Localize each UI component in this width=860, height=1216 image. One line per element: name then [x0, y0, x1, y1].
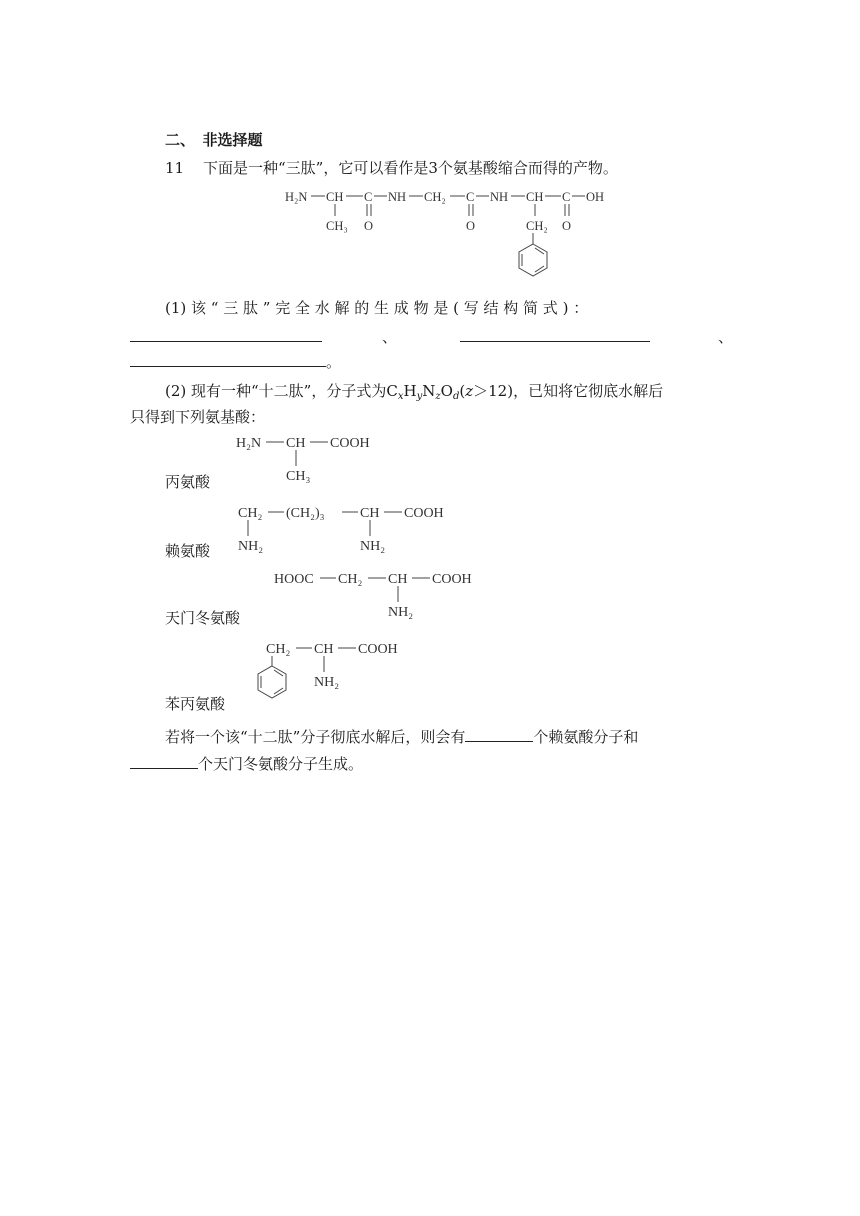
- answer-blank[interactable]: [130, 327, 322, 342]
- chem-label: COOH: [358, 642, 398, 657]
- benzene-ring-icon: [519, 244, 547, 276]
- separator: 、: [718, 328, 734, 346]
- chem-label: CH₂: [266, 642, 291, 657]
- chem-label: (CH₂)₃: [286, 506, 325, 521]
- end-mark: 。: [326, 353, 342, 371]
- amino-acid-name: 赖氨酸: [165, 542, 211, 560]
- chem-label: NH₂: [238, 539, 264, 554]
- chem-label: NH₂: [314, 675, 340, 690]
- part1-answer-line-2: [130, 352, 341, 372]
- question-intro: 下面是一种“三肽”，它可以看作是3个氨基酸缩合而得的产物。: [203, 159, 618, 177]
- formula-sub: z: [435, 391, 441, 402]
- chem-label: CH: [388, 572, 408, 587]
- part1-question: [165, 298, 731, 318]
- formula-sub: y: [416, 391, 423, 402]
- answer-blank[interactable]: [460, 327, 650, 342]
- formula-el: H: [403, 382, 417, 400]
- chem-label: C: [466, 190, 475, 204]
- final-text: 个天门冬氨酸分子生成。: [198, 755, 364, 773]
- chem-label: CH₂: [424, 190, 446, 204]
- chem-label: C: [562, 190, 571, 204]
- chem-label: H₂N: [285, 190, 308, 204]
- chem-label: NH: [388, 190, 407, 204]
- chem-label: CH₂: [526, 219, 548, 233]
- amino-acid-name: 天门冬氨酸: [165, 609, 241, 627]
- part2-text: (2) 现有一种“十二肽”，分子式为C: [165, 382, 398, 400]
- lysine-structure: [236, 500, 476, 554]
- chem-label: CH₂: [338, 572, 363, 587]
- formula-el: N: [422, 382, 436, 400]
- chem-label: CH: [360, 506, 380, 521]
- aspartic-acid-structure: [272, 566, 512, 620]
- formula-el: O: [440, 382, 453, 400]
- chem-label: O: [364, 219, 374, 233]
- chem-label: CH: [314, 642, 334, 657]
- part1-text: (1) 该 “ 三 肽 ” 完 全 水 解 的 生 成 物 是 ( 写 结 构 简 式 ) ：: [165, 299, 589, 317]
- chem-label: OH: [586, 190, 605, 204]
- amino-acid-name: 丙氨酸: [165, 473, 211, 491]
- formula-sub: d: [452, 391, 460, 402]
- chem-label: NH₂: [388, 605, 414, 620]
- answer-blank[interactable]: [130, 352, 326, 367]
- chem-label: CH₃: [326, 219, 348, 233]
- separator: 、: [382, 328, 398, 346]
- chem-label: COOH: [432, 572, 472, 587]
- final-text: 若将一个该“十二肽”分子彻底水解后，则会有: [165, 728, 466, 746]
- chem-label: O: [562, 219, 572, 233]
- chem-label: CH: [326, 190, 344, 204]
- answer-blank-lysine[interactable]: [465, 727, 533, 742]
- chem-label: COOH: [330, 436, 370, 451]
- formula-sub: x: [397, 391, 404, 402]
- part1-answer-line: [130, 327, 734, 347]
- chem-label: C: [364, 190, 373, 204]
- chem-label: HOOC: [274, 572, 314, 587]
- chem-label: CH₃: [286, 469, 311, 484]
- tripeptide-structure: [283, 184, 623, 284]
- alanine-structure: [234, 430, 434, 484]
- part2-question: [165, 381, 663, 401]
- cond-var: z: [465, 382, 474, 400]
- chem-label: NH: [490, 190, 509, 204]
- amino-acid-name: 苯丙氨酸: [165, 695, 226, 713]
- chem-label: COOH: [404, 506, 444, 521]
- cond-text: (: [459, 382, 466, 400]
- chem-label: CH: [526, 190, 544, 204]
- chem-label: H₂N: [236, 436, 262, 451]
- final-text: 个赖氨酸分子和: [533, 728, 639, 746]
- cond-text: ＞12)，已知将它彻底水解后: [473, 382, 664, 400]
- chem-label: CH: [286, 436, 306, 451]
- phenylalanine-structure: [258, 636, 458, 706]
- chem-label: NH₂: [360, 539, 386, 554]
- part2-question-line2: 只得到下列氨基酸：: [130, 408, 266, 426]
- benzene-ring-icon: [258, 666, 286, 698]
- chem-label: CH₂: [238, 506, 263, 521]
- section-heading: 二、 非选择题: [165, 131, 263, 149]
- chem-label: O: [466, 219, 476, 233]
- final-question-line1: [165, 727, 638, 747]
- answer-blank-aspartic[interactable]: [130, 754, 198, 769]
- question-number: 11: [165, 159, 185, 177]
- final-question-line2: [130, 754, 363, 774]
